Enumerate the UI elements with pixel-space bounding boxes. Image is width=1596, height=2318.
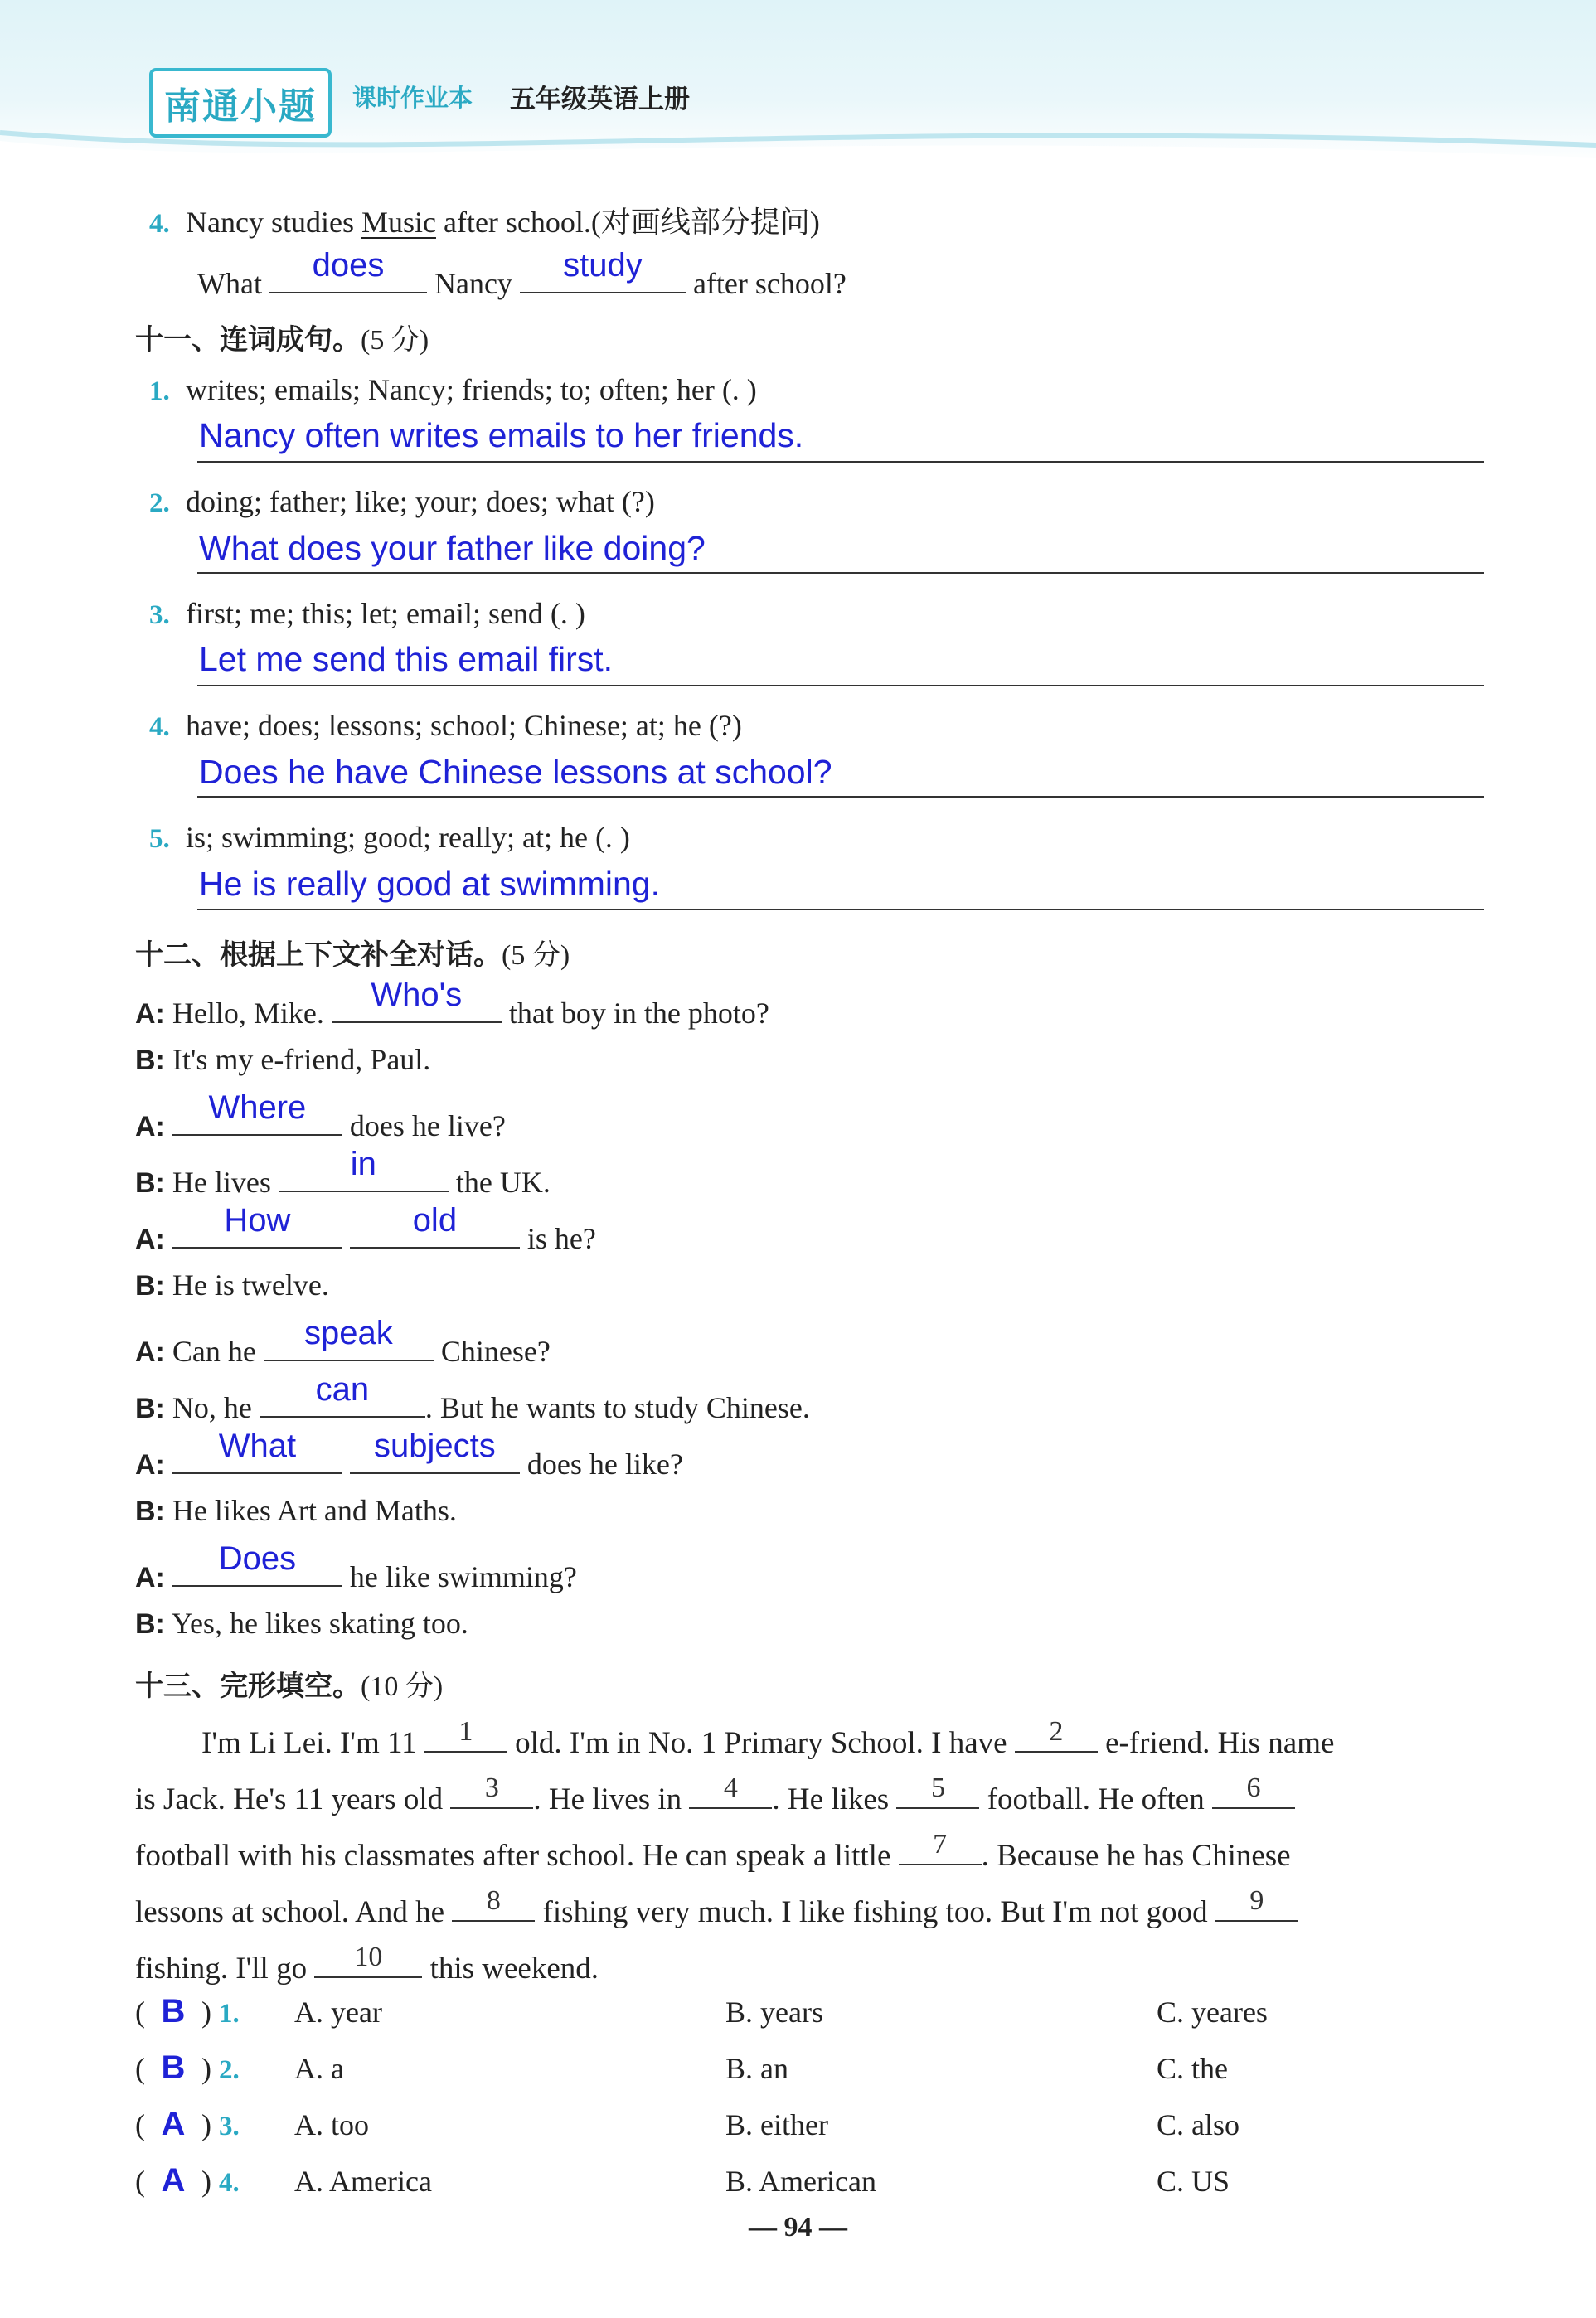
dialogue-line: [135, 1315, 551, 1368]
sec11-item: [149, 599, 585, 629]
dialogue-text: the UK.: [455, 1166, 551, 1199]
question-number: 3.: [149, 600, 170, 630]
dialogue-text: Can he: [172, 1335, 256, 1368]
answer: How: [224, 1202, 291, 1239]
word: Nancy: [434, 267, 512, 300]
section-12-title: [135, 932, 570, 972]
cloze-text: this weekend.: [429, 1952, 599, 1986]
cloze-text: football. He often: [987, 1782, 1205, 1816]
chosen-answer[interactable]: B: [161, 2049, 186, 2086]
answer-line[interactable]: [197, 572, 1484, 574]
cloze-blank[interactable]: [1015, 1718, 1098, 1753]
answer-line[interactable]: [197, 796, 1484, 798]
cloze-text: is Jack. He's 11 years old: [135, 1782, 444, 1816]
question-number: 4.: [149, 712, 170, 742]
option-c[interactable]: C. yeares: [1157, 1996, 1268, 2029]
dialogue-text: does he live?: [349, 1109, 506, 1142]
written-answer: He is really good at swimming.: [199, 865, 660, 903]
answer-blank[interactable]: [350, 1202, 520, 1249]
speaker: B:: [135, 1393, 165, 1424]
answer: does: [312, 247, 385, 284]
question-words: doing; father; like; your; does; what (?): [186, 485, 655, 518]
option-b[interactable]: B. years: [725, 1996, 823, 2029]
dialogue-text: He is twelve.: [172, 1268, 329, 1302]
question-number: 2.: [149, 488, 170, 518]
blank-number: 3: [484, 1772, 499, 1803]
instruction: (对画线部分提问): [590, 206, 820, 239]
speaker: B:: [135, 1496, 165, 1527]
cloze-blank[interactable]: [452, 1887, 535, 1922]
question-number: 5.: [149, 824, 170, 854]
cloze-paragraph-line: [135, 1887, 1298, 1928]
blank-number: 10: [354, 1942, 383, 1972]
sec11-item: [149, 375, 757, 405]
chosen-answer[interactable]: A: [161, 2106, 186, 2142]
answer-blank[interactable]: [260, 1371, 425, 1418]
answer-line[interactable]: [197, 685, 1484, 686]
dialogue-text: It's my e-friend, Paul.: [172, 1043, 431, 1076]
answer-blank[interactable]: [172, 1428, 342, 1474]
choice-row: ( A ) 4.: [135, 2162, 255, 2199]
cloze-text: football with his classmates after school. He can speak a little: [135, 1839, 891, 1873]
speaker: B:: [135, 1270, 165, 1302]
cloze-blank[interactable]: [1215, 1887, 1298, 1922]
answer-blank[interactable]: [332, 977, 502, 1023]
option-a[interactable]: A. a: [294, 2052, 344, 2085]
question-number: 3.: [219, 2112, 240, 2141]
cloze-blank[interactable]: [424, 1718, 507, 1753]
cloze-paragraph-line: [201, 1718, 1334, 1758]
answer-blank[interactable]: [264, 1315, 434, 1361]
blank-number: 5: [930, 1772, 945, 1803]
dialogue-line: [135, 1089, 506, 1142]
answer: study: [563, 247, 643, 284]
answer: old: [412, 1202, 458, 1239]
answer-blank[interactable]: [172, 1202, 342, 1249]
speaker: B:: [135, 1167, 165, 1199]
question-number: 4.: [219, 2168, 240, 2198]
speaker: B:: [135, 1608, 165, 1640]
option-a[interactable]: A. America: [294, 2165, 432, 2198]
option-a[interactable]: A. year: [294, 1996, 382, 2029]
dialogue-text: No, he: [172, 1391, 252, 1424]
q10-item-4: [149, 207, 820, 238]
answer: in: [350, 1146, 376, 1182]
choice-row: ( B ) 2.: [135, 2049, 255, 2087]
page-header: [0, 0, 1596, 166]
question-text: after school.: [435, 206, 591, 239]
cloze-blank[interactable]: [896, 1774, 979, 1809]
dialogue-line: [135, 1371, 810, 1424]
cloze-text: . He lives in: [533, 1782, 682, 1816]
question-number: 1.: [219, 1999, 240, 2029]
question-words: first; me; this; let; email; send (. ): [186, 597, 585, 630]
dialogue-text: that boy in the photo?: [508, 997, 769, 1030]
question-words: writes; emails; Nancy; friends; to; often; her (. ): [186, 373, 757, 406]
chosen-answer[interactable]: B: [161, 1993, 186, 2029]
cloze-blank[interactable]: [1212, 1774, 1295, 1809]
cloze-text: fishing very much. I like fishing too. But I'm not good: [542, 1895, 1208, 1929]
written-answer: Nancy often writes emails to her friends.: [199, 416, 804, 454]
cloze-blank[interactable]: [689, 1774, 772, 1809]
cloze-paragraph-line: [135, 1831, 1291, 1871]
section-points: (10 分): [361, 1671, 444, 1702]
answer: Does: [218, 1540, 297, 1577]
option-a[interactable]: A. too: [294, 2108, 369, 2141]
cloze-paragraph-line: [135, 1943, 599, 1984]
answer-line[interactable]: [197, 909, 1484, 910]
chosen-answer[interactable]: A: [161, 2162, 186, 2199]
speaker: A:: [135, 1562, 165, 1593]
dialogue-text: He likes Art and Maths.: [172, 1494, 457, 1527]
answer-blank[interactable]: [520, 247, 686, 293]
question-words: is; swimming; good; really; at; he (. ): [186, 821, 630, 854]
blank-number: 4: [723, 1772, 738, 1803]
dialogue-text: Yes, he likes skating too.: [171, 1607, 468, 1640]
section-13-title: [135, 1663, 443, 1704]
section-points: (5 分): [502, 940, 570, 971]
answer-blank[interactable]: [279, 1146, 449, 1192]
word: What: [197, 267, 262, 300]
speaker: A:: [135, 1224, 165, 1255]
cloze-paragraph-line: [135, 1774, 1295, 1815]
book-title: 五年级英语上册: [510, 85, 690, 114]
cloze-text: . He likes: [772, 1782, 890, 1816]
sec11-item: [149, 822, 630, 853]
dialogue-line: [135, 1496, 457, 1525]
option-b[interactable]: B. an: [725, 2052, 788, 2085]
speaker: A:: [135, 1336, 165, 1368]
option-c[interactable]: C. the: [1157, 2052, 1228, 2085]
section-title: 十一、连词成句。: [135, 323, 361, 356]
blank-number: 8: [486, 1885, 501, 1916]
cloze-blank[interactable]: [450, 1774, 533, 1809]
brand-logo: 南通小题: [149, 68, 332, 138]
cloze-text: e-friend. His name: [1105, 1726, 1335, 1760]
word: after school?: [692, 267, 847, 300]
cloze-blank[interactable]: [314, 1943, 422, 1978]
answer-blank[interactable]: [269, 247, 427, 293]
choice-row: ( A ) 3.: [135, 2106, 255, 2143]
answer-blank[interactable]: [350, 1428, 520, 1474]
blank-number: 2: [1049, 1716, 1064, 1747]
cloze-text: old. I'm in No. 1 Primary School. I have: [515, 1726, 1007, 1760]
written-answer: Does he have Chinese lessons at school?: [199, 753, 832, 791]
dialogue-text: Hello, Mike.: [172, 997, 324, 1030]
cloze-text: I'm Li Lei. I'm 11: [201, 1726, 417, 1760]
dialogue-text: does he like?: [526, 1448, 683, 1481]
speaker: A:: [135, 1449, 165, 1481]
answer: What: [218, 1428, 297, 1464]
section-points: (5 分): [361, 325, 429, 356]
sec11-item: [149, 710, 742, 741]
cloze-text: lessons at school. And he: [135, 1895, 445, 1929]
option-c[interactable]: C. also: [1157, 2108, 1240, 2141]
dialogue-text: He lives: [172, 1166, 271, 1199]
sec11-item: [149, 487, 655, 517]
answer-line[interactable]: [197, 461, 1484, 463]
answer-blank[interactable]: [172, 1540, 342, 1587]
dialogue-line: [135, 977, 769, 1030]
dialogue-line: [135, 1202, 596, 1255]
question-number: 1.: [149, 376, 170, 406]
speaker: A:: [135, 1111, 165, 1142]
dialogue-line: [135, 1428, 683, 1481]
dialogue-line: [135, 1608, 468, 1638]
option-c[interactable]: C. US: [1157, 2165, 1230, 2198]
written-answer: What does your father like doing?: [199, 529, 706, 567]
underlined-word: Music: [361, 206, 436, 239]
written-answer: Let me send this email first.: [199, 640, 614, 678]
answer: Who's: [371, 977, 463, 1013]
option-b[interactable]: B. either: [725, 2108, 828, 2141]
dialogue-text: is he?: [526, 1222, 596, 1255]
answer: speak: [303, 1315, 393, 1351]
dialogue-text: Chinese?: [440, 1335, 551, 1368]
answer: can: [315, 1371, 370, 1408]
question-text: Nancy studies: [186, 206, 361, 239]
choice-row: ( B ) 1.: [135, 1993, 255, 2030]
blank-number: 6: [1246, 1772, 1261, 1803]
dialogue-text: . But he wants to study Chinese.: [424, 1391, 810, 1424]
answer-blank[interactable]: [172, 1089, 342, 1136]
dialogue-line: [135, 1045, 430, 1074]
dialogue-line: [135, 1146, 551, 1199]
question-number: 2.: [219, 2055, 240, 2085]
cloze-text: . Because he has Chinese: [981, 1839, 1291, 1873]
question-words: have; does; lessons; school; Chinese; at; he (?): [186, 709, 742, 742]
option-b[interactable]: B. American: [725, 2165, 876, 2198]
dialogue-line: [135, 1270, 329, 1300]
speaker: B:: [135, 1045, 165, 1076]
blank-number: 7: [933, 1829, 948, 1860]
cloze-text: fishing. I'll go: [135, 1952, 308, 1986]
q10-item-4-answer: [197, 247, 847, 300]
blank-number: 1: [458, 1716, 473, 1747]
dialogue-text: he like swimming?: [349, 1560, 577, 1593]
section-title: 十二、根据上下文补全对话。: [135, 938, 502, 972]
cloze-blank[interactable]: [899, 1831, 982, 1865]
question-number: 4.: [149, 209, 170, 239]
section-11-title: [135, 317, 429, 357]
answer: Where: [208, 1089, 307, 1126]
blank-number: 9: [1249, 1885, 1264, 1916]
answer: subjects: [374, 1428, 496, 1464]
dialogue-line: [135, 1540, 577, 1593]
series-title: 课时作业本: [352, 84, 473, 112]
page-number: — 94 —: [749, 2212, 847, 2243]
speaker: A:: [135, 998, 165, 1030]
section-title: 十三、完形填空。: [135, 1670, 361, 1703]
